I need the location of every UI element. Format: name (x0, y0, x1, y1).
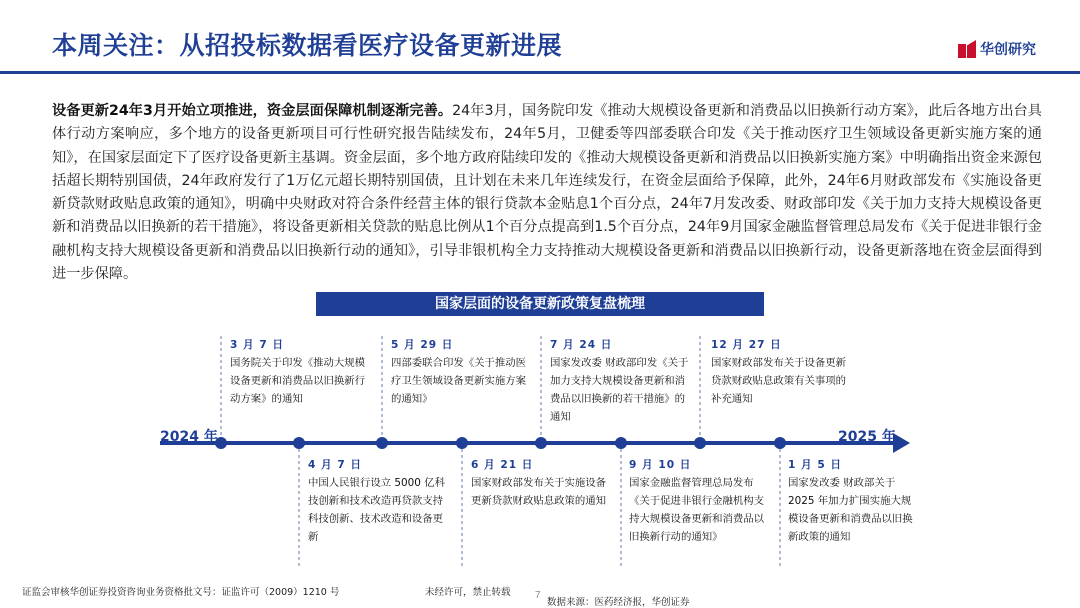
timeline-node (293, 437, 305, 449)
timeline-node (774, 437, 786, 449)
event-text: 国家财政部发布关于设备更新贷款财政贴息政策有关事项的补充通知 (711, 357, 847, 405)
timeline-node (615, 437, 627, 449)
event-date: 12 月 27 日 (711, 339, 782, 351)
event-bottom-3 (629, 456, 771, 546)
footer-license: 证监会审核华创证券投资咨询业务资格批文号：证监许可（2009）1210 号 (22, 587, 340, 598)
event-date: 3 月 7 日 (230, 339, 284, 351)
timeline-node (694, 437, 706, 449)
timeline-banner: 国家层面的设备更新政策复盘梳理 (316, 292, 764, 316)
event-date: 9 月 10 日 (629, 459, 692, 471)
event-text: 国家发改委 财政部印发《关于加力支持大规模设备更新和消费品以旧换新的若干措施》的通知 (550, 357, 689, 423)
event-date: 6 月 21 日 (471, 459, 534, 471)
body-text: 24年3月，国务院印发《推动大规模设备更新和消费品以旧换新行动方案》，此后各地方出台具体行动方案响应，多个地方的设备更新项目可行性研究报告陆续发布，24年5月，卫健委等四部委联合印发《关于推动医疗卫生领域设备更新实施方案的通知》，在国家层面定下了医疗设备更新主基调。资金层面，多个地方政府陆续印发的《推动大规模设备更新和消费品以旧换新实施方案》中明确指出资金来源包括超长期特别国债，24年政府发行了1万亿元超长期特别国债，且计划在未来几年连续发行，在资金层面给予保障，此外，24年6月财政部发布《实施设备更新贷款财政贴息政策的通知》，明确中央财政对符合条件经营主体的银行贷款本金贴息1个百分点，24年7月发改委、财政部印发《关于加力支持大规模设备更新和消费品以旧换新的若干措施》，将设备更新相关贷款的贴息比例从1个百分点提高到1.5个百分点，24年9月国家金融监督管理总局发布《关于促进非银行金融机构支持大规模设备更新和消费品以旧换新行动的通知》，引导非银机构全力支持推动大规模设备更新和消费品以旧换新行动，设备更新落地在资金层面得到进一步保障。 (52, 103, 1042, 283)
event-bottom-2 (471, 456, 611, 510)
event-text: 国家发改委 财政部关于 2025 年加力扩围实施大规模设备更新和消费品以旧换新政策的通知 (788, 477, 913, 543)
event-date: 1 月 5 日 (788, 459, 842, 471)
logo-icon (958, 40, 976, 58)
page-title: 本周关注：从招投标数据看医疗设备更新进展 (52, 31, 563, 60)
event-date: 4 月 7 日 (308, 459, 362, 471)
timeline (0, 316, 1080, 576)
body-lead: 设备更新24年3月开始立项推进，资金层面保障机制逐渐完善。 (52, 103, 453, 119)
event-text: 国家金融监督管理总局发布《关于促进非银行金融机构支持大规模设备更新和消费品以旧换新行动的通知》 (629, 477, 765, 543)
page-number: 7 (535, 590, 541, 601)
timeline-node (376, 437, 388, 449)
event-top-1 (230, 336, 370, 408)
event-bottom-1 (308, 456, 448, 546)
event-text: 国务院关于印发《推动大规模设备更新和消费品以旧换新行动方案》的通知 (230, 357, 366, 405)
event-date: 7 月 24 日 (550, 339, 613, 351)
start-year-label: 2024 年 (160, 429, 218, 445)
body-paragraph (52, 100, 1042, 286)
event-text: 国家财政部发布关于实施设备更新贷款财政贴息政策的通知 (471, 477, 607, 507)
footer-copyright: 未经许可，禁止转载 (425, 587, 511, 598)
timeline-graphic (0, 316, 1080, 576)
footer-source: 数据来源：医药经济报，华创证券 (547, 597, 690, 608)
end-year-label: 2025 年 (838, 429, 896, 445)
event-top-4 (711, 336, 853, 408)
event-bottom-4 (788, 456, 918, 546)
event-text: 中国人民银行设立 5000 亿科技创新和技术改造再贷款支持科技创新、技术改造和设备更新 (308, 477, 445, 543)
timeline-node (456, 437, 468, 449)
event-top-2 (391, 336, 531, 408)
event-top-3 (550, 336, 690, 426)
event-text: 四部委联合印发《关于推动医疗卫生领域设备更新实施方案的通知》 (391, 357, 527, 405)
timeline-node (535, 437, 547, 449)
brand-logo (958, 38, 1036, 60)
header-divider (0, 71, 1080, 74)
event-date: 5 月 29 日 (391, 339, 454, 351)
logo-text: 华创研究 (980, 42, 1036, 58)
